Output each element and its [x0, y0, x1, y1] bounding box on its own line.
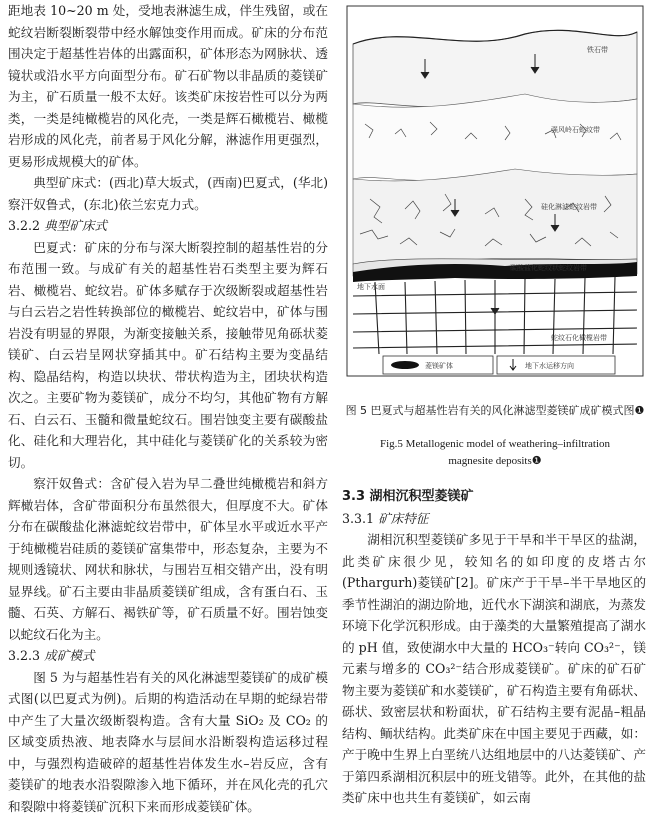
paragraph-intro: 距地表 10~20 m 处，受地表淋滤生成，伴生残留，或在蛇纹岩断裂断裂带中经水解蚀变作用而成。矿床的分布范围决定于超基性岩体的出露面积，矿体形态为网脉状、透镜状或沿水平方向面型分布。矿石矿物以非晶质的菱镁矿为主，矿石质量一般不太好。该类矿床按岩性可以分为两类，一类是纯橄榄岩的风化壳，一类是辉石橄榄岩、橄榄岩形成的风化壳，前者易于风化分解，淋滤作用更强烈，更易形成规模大的矿体。	[8, 0, 328, 172]
section-3-2-3-heading	[8, 645, 328, 667]
section-3-2-2-heading	[8, 215, 328, 237]
metallogenic-model-figure	[345, 4, 645, 388]
section-number: 3.2.3	[8, 648, 40, 663]
section-number: 3.2.2	[8, 218, 40, 233]
figure-legend	[383, 356, 615, 374]
paragraph-chahannuolu: 察汗奴鲁式：含矿侵入岩为早二叠世纯橄榄岩和斜方辉橄岩体，含矿带面积分布虽然很大，但厚度不大。矿体分布在碳酸盐化淋滤蛇纹岩带中，矿体呈水平或近水平产于纯橄榄岩硅质的菱镁矿富集带中，形态复杂，主要为不规则透镜状、网状和脉状，与围岩互相交错产出，没有明显界线。矿石主要由非晶质菱镁矿组成，含有蛋白石、玉髓、石英、方解石、褐铁矿等，矿石质量不好。围岩蚀变以蛇纹石化为主。	[8, 473, 328, 645]
silicified-zone	[353, 169, 637, 264]
figure-caption-cn: 图 5 巴夏式与超基性岩有关的风化淋滤型菱镁矿成矿模式图❶	[345, 402, 645, 419]
figure-caption-en-line1: Fig.5 Metallogenic model of weathering–infiltration	[345, 436, 645, 453]
iron-cap-zone	[353, 30, 637, 106]
section-title: 典型矿床式	[44, 218, 107, 233]
paragraph-lacustrine: 湖相沉积型菱镁矿多见于干旱和半干旱区的盐湖，此类矿床很少见，较知名的如印度的皮塔古尔(Pthargurh)菱镁矿[2]。矿床产于干旱–半干旱地区的季节性湖泊的湖边阶地，近代水下湖滨和湖底，为蒸发环境下化学沉积形成。由于藻类的大量繁殖提高了湖水的 pH 值，致使湖水中大量的 HCO₃⁻转向 CO₃²⁻，镁元素与增多的 CO₃²⁻结合形成菱镁矿。矿床的矿石矿物主要为菱镁矿和水菱镁矿，矿石构造主要有角砾状、砾状、致密层状和粉面状，矿石结构主要有泥晶–粗晶结构、鲕状结构。此类矿床在中国主要见于西藏，如：产于晚中生界上白垩统八达组地层中的八达菱镁矿、产于第四系湖相沉积层中的班戈错等。此外，在其他的盐类矿床中也共生有菱镁矿，如云南	[342, 529, 646, 809]
paragraph-metallogenic-model: 图 5 为与超基性岩有关的风化淋滤型菱镁矿的成矿模式图(以巴夏式为例)。后期的构造活动在早期的蛇绿岩带中产生了大量次级断裂构造。含有大量 SiO₂ 及 CO₂ 的区域变质热液、地表降水与层间水沿断裂构造运移过程中，与强烈构造破碎的超基性岩体发生水–岩反应，含有菱镁矿的地表水沿裂隙渗入地下循环，并在风化壳的孔穴和裂隙中将菱镁矿沉积下来而形成菱镁矿体。	[8, 667, 328, 817]
label-silicified-zone: 硅化淋滤蛇纹岩带	[541, 202, 597, 211]
legend-ore-swatch	[391, 361, 419, 369]
label-iron-cap: 铁石带	[587, 45, 608, 54]
label-groundwater-table: 地下水面	[357, 282, 385, 291]
right-column	[342, 486, 646, 809]
legend-ore-label: 菱镁矿体	[425, 361, 453, 370]
legend-flow-label: 地下水运移方向	[525, 361, 574, 370]
section-number: 3.3.1	[342, 511, 374, 526]
label-serpentinized-zone: 蛇纹石化橄榄岩带	[551, 333, 607, 342]
figure-caption-en	[345, 436, 645, 470]
section-title: 成矿模式	[44, 648, 94, 663]
section-title: 矿床特征	[378, 511, 428, 526]
left-column	[8, 0, 328, 817]
section-3-3-heading: 3.3 湖相沉积型菱镁矿	[342, 486, 646, 508]
fractured-serpentine-zone	[353, 94, 637, 180]
figure-caption-en-line2: magnesite deposits❶	[345, 453, 645, 470]
section-3-3-1-heading	[342, 508, 646, 530]
label-carbonate-zone: 碳酸盐化蛇纹状蛇纹岩带	[510, 263, 587, 272]
paragraph-typical-deposits: 典型矿床式：(西北)草大坂式，(西南)巴夏式，(华北)察汗奴鲁式，(东北)依兰宏克力式。	[8, 172, 328, 215]
label-fractured-zone: 强风岭石蛇纹带	[551, 125, 600, 134]
paragraph-baxia: 巴夏式：矿床的分布与深大断裂控制的超基性岩的分布范围一致。与成矿有关的超基性岩石类型主要为辉石岩、橄榄岩、蛇纹岩。矿体多赋存于次级断裂或超基性岩与白云岩之岩性转换部位的橄榄岩、蛇纹岩中，矿体与围岩没有明显的界限，为渐变接触关系，接触带见角砾状菱镁矿、白云岩呈网状穿插其中。矿石结构主要为变晶结构、隐晶结构，构造以块状、带状构造为主，团块状构造次之。主要矿物为菱镁矿，成分不均匀，其他矿物有方解石、白云石、玉髓和微量蛇纹石。围岩蚀变主要有碳酸盐化、硅化和大理岩化，其中硅化与菱镁矿化的关系较为密切。	[8, 237, 328, 474]
